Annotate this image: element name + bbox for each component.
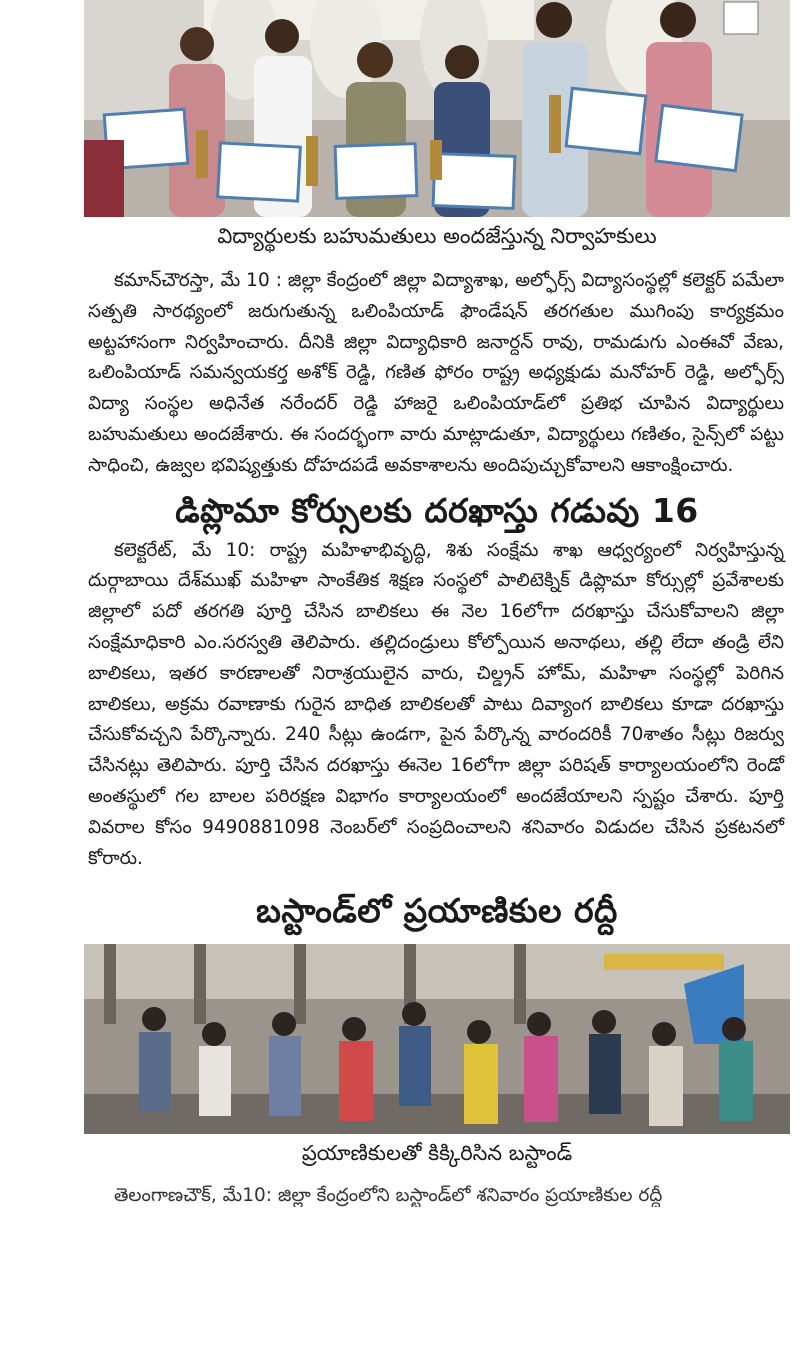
award-ceremony-photo <box>84 0 790 217</box>
article3-headline: బస్టాండ్‌లో ప్రయాణికుల రద్దీ <box>256 891 618 931</box>
award-ceremony-illustration <box>84 0 790 217</box>
article2-body-text: కలెక్టరేట్, మే 10: రాష్ట్ర మహిళాభివృద్ధి, శిశు సంక్షేమ శాఖ ఆధ్వర్యంలో నిర్వహిస్తున్న దుర్గాబాయి దేశ్‌ముఖ్ మహిళా సాంకేతిక శిక్షణ సంస్థలో పాలిటెక్నిక్ డిప్లొమా కోర్సుల్లో ప్రవేశాలకు జిల్లాలో పదో తరగతి పూర్తి చేసిన బాలికలు ఈ నెల 16లోగా దరఖాస్తు చేసుకోవాలని జిల్లా సంక్షేమాధికారి ఎం.సరస్వతి తెలిపారు. తల్లిదండ్రులు కోల్పోయిన అనాథలు, తల్లి లేదా తండ్రి లేని బాలికలు, ఇతర కారణాలతో నిరాశ్రయులైన వారు, చిల్డ్రన్ హోమ్, మహిళా సంస్థల్లో పెరిగిన బాలికలు, అక్రమ రవాణాకు గురైన బాధిత బాలికలతో పాటు దివ్యాంగ బాలికలు కూడా దరఖాస్తు చేసుకోవచ్చని పేర్కొన్నారు. 240 సీట్లు ఉండగా, పైన పేర్కొన్న వారందరికీ 70శాతం సీట్లు రిజర్వు చేసినట్లు తెలిపారు. పూర్తి చేసిన దరఖాస్తు ఈనెల 16లోగా జిల్లా పరిషత్ కార్యాలయంలోని రెండో అంతస్థులో గల బాలల పరిరక్షణ విభాగం కార్యాలయంలో అందజేయాలని స్పష్టం చేశారు. పూర్తి వివరాల కోసం 9490881098 నెంబర్‌లో సంప్రదించాలని శనివారం విడుదల చేసిన ప్రకటనలో కోరారు. <box>88 539 784 869</box>
article1-body <box>84 266 790 482</box>
article3-body-text: తెలంగాణచౌక్, మే10: జిల్లా కేంద్రంలోని బస్టాండ్‌లో శనివారం ప్రయాణికుల రద్దీ <box>114 1185 663 1207</box>
article3-photo-caption: ప్రయాణికులతో కిక్కిరిసిన బస్టాండ్ <box>301 1141 573 1166</box>
article3-body <box>84 1181 790 1207</box>
bus-stand-illustration <box>84 944 790 1134</box>
newspaper-page <box>84 0 790 1372</box>
article1-body-text: కమాన్‌చౌరస్తా, మే 10 : జిల్లా కేంద్రంలో జిల్లా విద్యాశాఖ, అల్ఫోర్స్ విద్యాసంస్థల్లో కలెక్టర్ పమేలా సత్పతి సారథ్యంలో జరుగుతున్న ఒలింపియాడ్ ఫౌండేషన్ తరగతుల ముగింపు కార్యక్రమం అట్టహాసంగా నిర్వహించారు. దీనికి జిల్లా విద్యాధికారి జనార్దన్ రావు, రామడుగు ఎంఈవో వేణు, ఒలింపియాడ్ సమన్వయకర్త అశోక్ రెడ్డి, గణిత ఫోరం రాష్ట్ర అధ్యక్షుడు మనోహర్ రెడ్డి, అల్ఫోర్స్ విద్యా సంస్థల అధినేత నరేందర్ రెడ్డి హాజరై ఒలింపియాడ్‌లో ప్రతిభ చూపిన విద్యార్థులు బహుమతులు అందజేశారు. ఈ సందర్భంగా వారు మాట్లాడుతూ, విద్యార్థులు గణితం, సైన్స్‌లో పట్టు సాధించి, ఉజ్వల భవిష్యత్తుకు దోహదపడే అవకాశాలను అందిపుచ్చుకోవాలని ఆకాంక్షించారు. <box>88 270 784 476</box>
article1-photo-caption: విద్యార్థులకు బహుమతులు అందజేస్తున్న నిర్వాహకులు <box>217 224 657 248</box>
article2-body <box>84 536 790 875</box>
article2-headline: డిప్లొమా కోర్సులకు దరఖాస్తు గడువు 16 <box>175 490 699 530</box>
bus-stand-crowd-photo <box>84 944 790 1134</box>
